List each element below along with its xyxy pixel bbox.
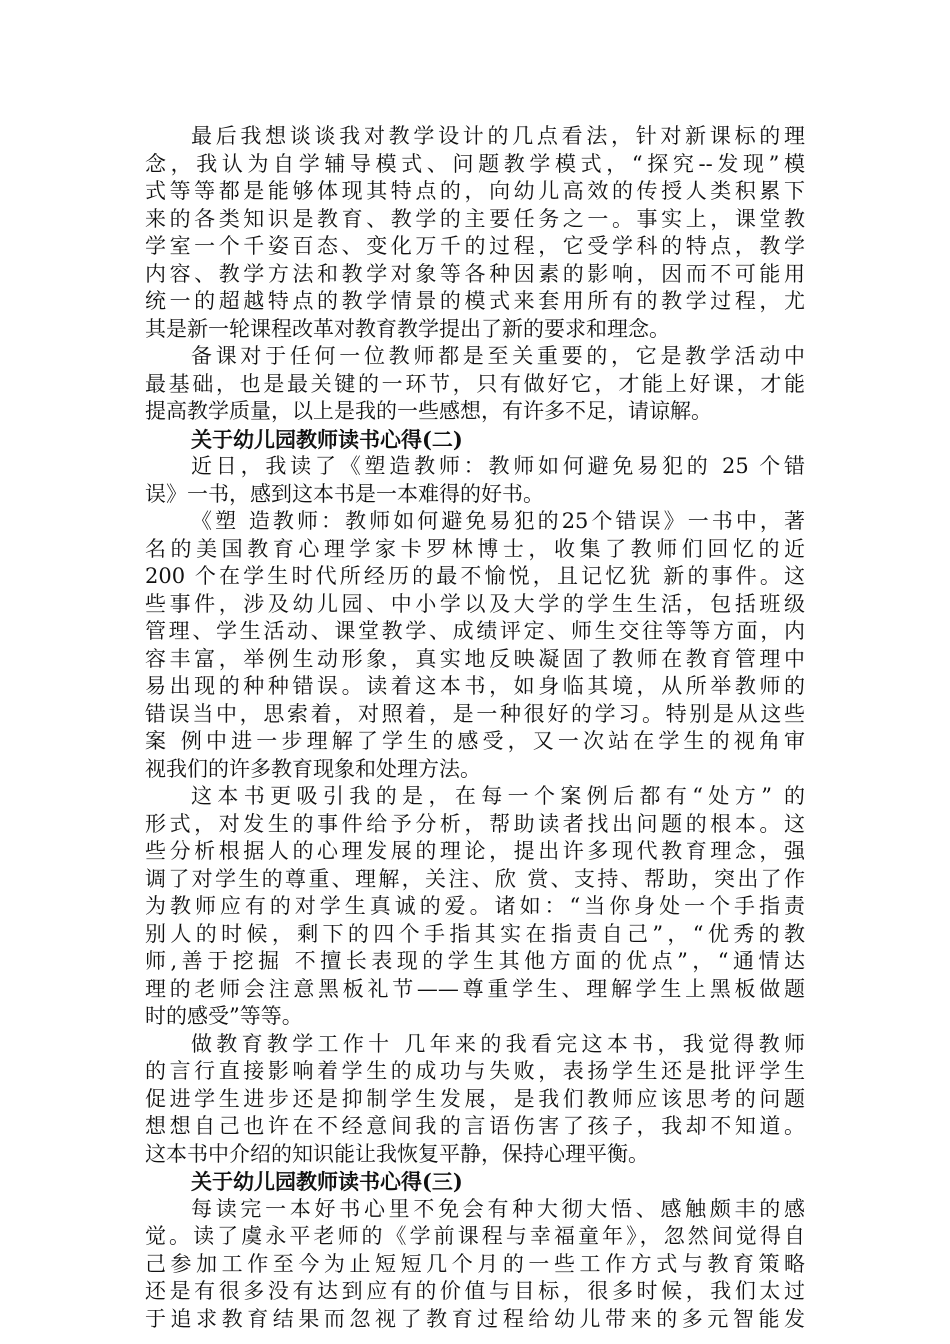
text-line: 些分析根据人的心理发展的理论，提出许多现代教育理念，强 — [145, 839, 805, 863]
text-line: 念，我认为自学辅导模式、问题教学模式，“探究--发现”模 — [145, 151, 805, 176]
text-line: 己参加工作至今为止短短几个月的一些工作方式与教育策略 — [145, 1251, 805, 1276]
text-line: 式等等都是能够体现其特点的，向幼儿高效的传授人类积累下 — [145, 179, 805, 203]
text-line: 容丰富，举例生动形象，真实地反映凝固了教师在教育管理中 — [145, 646, 805, 671]
text-line: 于追求教育结果而忽视了教育过程给幼儿带来的多元智能发 — [145, 1306, 805, 1331]
paragraph — [145, 783, 805, 1031]
text-line: 觉。读了虞永平老师的《学前课程与幸福童年》，忽然间觉得自 — [145, 1224, 805, 1248]
text-line: 其是新一轮课程改革对教育教学提出了新的要求和理念。 — [145, 316, 670, 341]
text-line: 别人的时候，剩下的四个手指其实在指责自己”，“优秀的教 — [145, 921, 805, 946]
paragraph — [145, 1196, 805, 1334]
text-line: 名的美国教育心理学家卡罗林博士，收集了教师们回忆的近 — [145, 536, 805, 561]
text-line: 时的感受”等等。 — [145, 1004, 303, 1028]
text-line: 促进学生进步还是抑制学生发展，是我们教师应该思考的问题 — [145, 1086, 805, 1111]
text-line: 的言行直接影响着学生的成功与失败，表扬学生还是批评学生 — [145, 1059, 805, 1083]
text-line: 学室一个千姿百态、变化万千的过程，它受学科的特点，教学 — [145, 234, 805, 258]
text-line: 来的各类知识是教育、教学的主要任务之一。事实上，课堂教 — [145, 206, 805, 231]
paragraph — [145, 1031, 805, 1169]
section-heading: 关于幼儿园教师读书心得(三) — [191, 1169, 463, 1194]
text-line: 最基础，也是最关键的一环节，只有做好它，才能上好课，才能 — [145, 371, 805, 396]
text-line: 还是有很多没有达到应有的价值与目标，很多时候，我们太过 — [145, 1279, 805, 1303]
text-line: 做教育教学工作十 几年来的我看完这本书，我觉得教师 — [191, 1031, 805, 1056]
text-line: 误》一书，感到这本书是一本难得的好书。 — [145, 481, 544, 506]
text-line: 最后我想谈谈我对教学设计的几点看法，针对新课标的理 — [191, 124, 805, 148]
text-line: 易出现的种种错误。读着这本书，如身临其境，从所举教师的 — [145, 674, 805, 698]
text-line: 管理、学生活动、课堂教学、成绩评定、师生交往等等方面，内 — [145, 619, 805, 643]
paragraph — [145, 343, 805, 426]
text-line: 每读完一本好书心里不免会有种大彻大悟、感触颇丰的感 — [191, 1196, 805, 1221]
text-line: 这本书更吸引我的是，在每一个案例后都有“处方” 的 — [191, 784, 805, 808]
text-line: 备课对于任何一位教师都是至关重要的，它是教学活动中 — [191, 344, 805, 368]
text-line: 提高教学质量，以上是我的一些感想，有许多不足，请谅解。 — [145, 399, 712, 423]
text-line: 内容、教学方法和教学对象等各种因素的影响，因而不可能用 — [145, 261, 805, 286]
paragraph — [145, 453, 805, 508]
text-line: 些事件，涉及幼儿园、中小学以及大学的学生生活，包括班级 — [145, 591, 805, 616]
text-line: 案 例中进一步理解了学生的感受，又一次站在学生的视角审 — [145, 729, 805, 753]
paragraph — [145, 508, 805, 783]
text-line: 形式，对发生的事件给予分析，帮助读者找出问题的根本。这 — [145, 811, 805, 836]
paragraph — [145, 123, 805, 343]
section-heading: 关于幼儿园教师读书心得(二) — [191, 426, 463, 452]
text-line: 视我们的许多教育现象和处理方法。 — [145, 756, 481, 781]
text-line: 近日，我读了《塑造教师：教师如何避免易犯的 25 个错 — [191, 454, 805, 478]
text-line: 为教师应有的对学生真诚的爱。诸如：“当你身处一个手指责 — [145, 894, 805, 918]
text-line: 《塑 造教师：教师如何避免易犯的25个错误》一书中，著 — [191, 509, 805, 533]
text-line: 这本书中介绍的知识能让我恢复平静，保持心理平衡。 — [145, 1141, 649, 1166]
document-page — [145, 123, 805, 1333]
text-line: 错误当中，思索着，对照着，是一种很好的学习。特别是从这些 — [145, 701, 805, 726]
text-line: 理的老师会注意黑板礼节——尊重学生、理解学生上黑板做题 — [145, 976, 805, 1001]
text-line: 调了对学生的尊重、理解，关注、欣 赏、支持、帮助，突出了作 — [145, 866, 805, 891]
text-line: 200 个在学生时代所经历的最不愉悦，且记忆犹 新的事件。这 — [145, 564, 805, 588]
text-line: 统一的超越特点的教学情景的模式来套用所有的教学过程，尤 — [145, 289, 805, 313]
text-line: 想想自己也许在不经意间我的言语伤害了孩子，我却不知道。 — [145, 1114, 805, 1138]
text-line: 师,善于挖掘 不擅长表现的学生其他方面的优点”，“通情达 — [145, 949, 805, 973]
